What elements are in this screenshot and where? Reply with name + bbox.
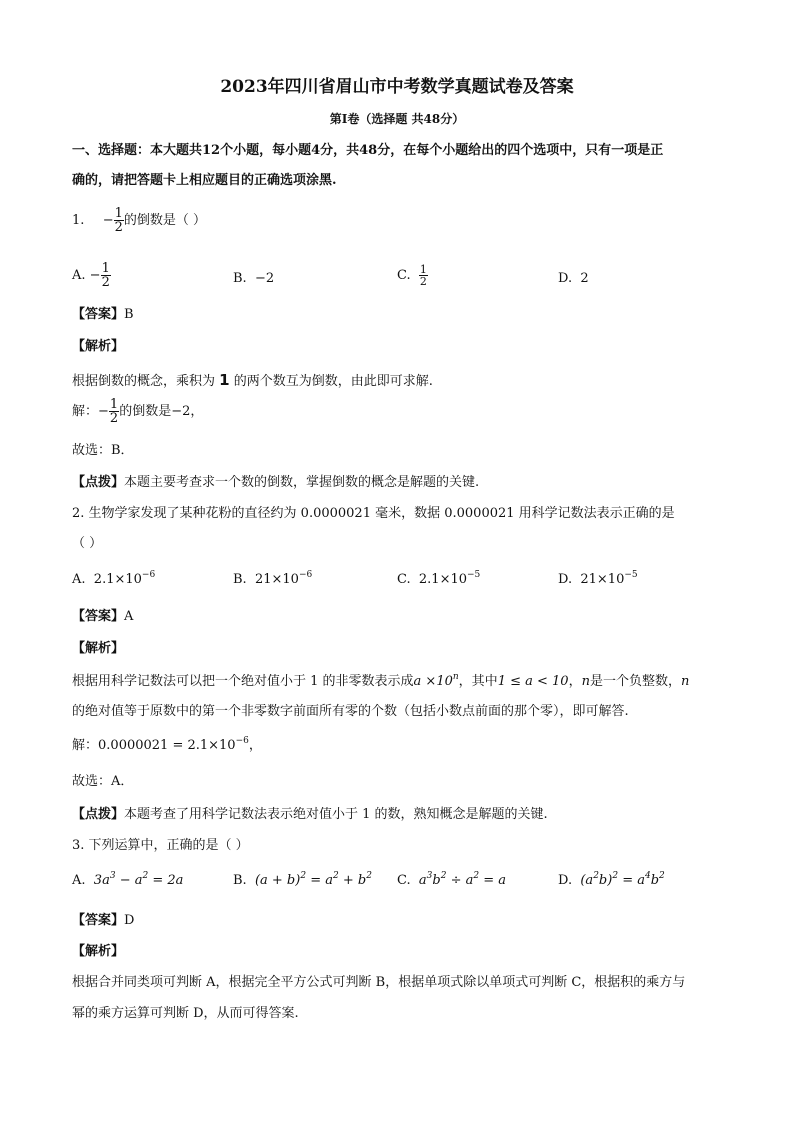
q2-option-d: D. $21\times 10^{-5}$: [558, 570, 638, 587]
q2-comment: 【点拨】本题考查了用科学记数法表示绝对值小于 1 的数，熟知概念是解题的关键.: [72, 807, 548, 822]
q1-solution-fraction: $\frac{1}{2}$: [109, 397, 119, 426]
q3-analysis-label: 【解析】: [72, 944, 125, 959]
q2-answer: 【答案】A: [72, 609, 134, 624]
q1-answer: 【答案】B: [72, 307, 134, 322]
section-instructions-line2: 确的，请把答题卡上相应题目的正确选项涂黑.: [72, 173, 337, 188]
q2-analysis-line1: 根据用科学记数法可以把一个绝对值小于 1 的非零数表示成$a \times 10^n$，其中1 ≤ a < 10，n是一个负整数，n: [72, 672, 690, 689]
q1-option-a-fraction: $\frac{1}{2}$: [101, 261, 110, 290]
q1-stem-fraction: $\frac{1}{2}$: [114, 206, 123, 235]
q3-stem: 3. 下列运算中，正确的是（ ）: [72, 838, 249, 853]
q2-analysis-line2: 的绝对值等于原数中的第一个非零数字前面所有零的个数（包括小数点前面的那个零），即可解答.: [72, 704, 629, 719]
q3-option-d: D. $(a^2b)^2 = a^4b^2$: [558, 871, 665, 888]
section-subtitle: 第Ⅰ卷（选择题 共48分）: [329, 112, 465, 126]
q1-choose: 故选：B．: [72, 443, 134, 458]
q3-analysis-line2: 幂的乘方运算可判断 D，从而可得答案.: [72, 1006, 299, 1021]
q2-solution: 解：$0.0000021 = 2.1\times 10^{-6}$，: [72, 736, 262, 753]
q2-analysis-label: 【解析】: [72, 641, 125, 656]
q1-option-c: C. $\frac{1}{2}$: [397, 263, 427, 288]
q2-option-a: A. $2.1\times 10^{-6}$: [72, 570, 156, 587]
q1-number: 1.: [72, 213, 85, 228]
section-instructions-line1: 一、选择题：本大题共12个小题，每小题4分，共48分，在每个小题给出的四个选项中，只有一项是正: [72, 143, 664, 158]
q3-option-c: C. $a^3b^2 \div a^2 = a$: [397, 871, 507, 888]
page-title: 2023年四川省眉山市中考数学真题试卷及答案: [220, 77, 574, 97]
q1-stem: [72, 207, 206, 234]
q1-option-d: D. 2: [558, 271, 589, 286]
q1-stem-sign: −: [102, 213, 114, 228]
q2-stem-paren: （ ）: [72, 536, 103, 551]
q1-comment: 【点拨】本题主要考查求一个数的倒数，掌握倒数的概念是解题的关键.: [72, 475, 480, 490]
q2-stem: 2. 生物学家发现了某种花粉的直径约为 0.0000021 毫米，数据 0.0000021 用科学记数法表示正确的是: [72, 506, 675, 521]
q2-option-c: C. $2.1\times 10^{-5}$: [397, 570, 481, 587]
q3-analysis-line1: 根据合并同类项可判断 A，根据完全平方公式可判断 B，根据单项式除以单项式可判断 C，根据积的乘方与: [72, 975, 686, 990]
q3-option-b: B. $(a + b)^2 = a^2 + b^2$: [233, 871, 372, 888]
q1-option-c-fraction: $\frac{1}{2}$: [419, 263, 427, 288]
q2-option-b: B. $21\times 10^{-6}$: [233, 570, 313, 587]
q2-choose: 故选：A．: [72, 774, 134, 789]
q3-option-a: A. $3a^3 - a^2 = 2a$: [72, 871, 184, 888]
q3-answer: 【答案】D: [72, 913, 135, 928]
q1-analysis-label: 【解析】: [72, 339, 125, 354]
q1-solution: 解：− $\frac{1}{2}$ 的倒数是−2，: [72, 397, 204, 426]
q1-analysis-text: 根据倒数的概念，乘积为 1 的两个数互为倒数，由此即可求解.: [72, 371, 433, 389]
q1-option-a: A. − $\frac{1}{2}$: [72, 261, 110, 290]
q1-option-b: B. −2: [233, 271, 275, 286]
q1-stem-tail: 的倒数是（ ）: [123, 213, 207, 228]
